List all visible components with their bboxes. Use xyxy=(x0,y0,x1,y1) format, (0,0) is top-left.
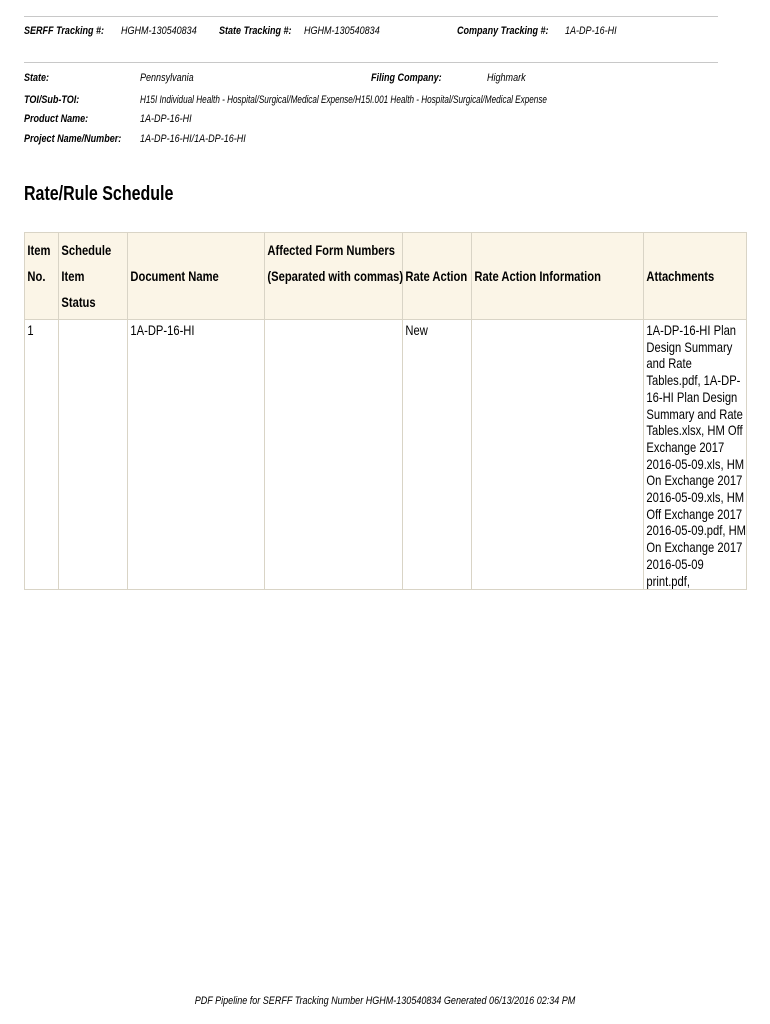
header-schedule-item-status: Schedule Item Status xyxy=(59,233,128,320)
project-name-label: Project Name/Number: xyxy=(24,133,122,145)
company-tracking-label: Company Tracking #: xyxy=(457,25,549,37)
rate-rule-schedule-table xyxy=(24,232,747,590)
top-divider xyxy=(24,16,718,17)
filing-company-label: Filing Company: xyxy=(371,72,442,84)
cell-item-no: 1 xyxy=(25,320,59,590)
table-row xyxy=(25,320,747,590)
company-tracking-value: 1A-DP-16-HI xyxy=(565,25,617,37)
product-name-value: 1A-DP-16-HI xyxy=(140,113,192,125)
project-name-value: 1A-DP-16-HI/1A-DP-16-HI xyxy=(140,133,246,145)
header-rate-action-information: Rate Action Information xyxy=(472,233,644,320)
state-value: Pennsylvania xyxy=(140,72,194,84)
header-item-no: Item No. xyxy=(25,233,59,320)
product-name-label: Product Name: xyxy=(24,113,89,125)
toi-value: H15I Individual Health - Hospital/Surgical/Medical Expense/H15I.001 Health - Hospital/Surgical/Medical Expense xyxy=(140,94,547,106)
page-footer: PDF Pipeline for SERFF Tracking Number HGHM-130540834 Generated 06/13/2016 02:34 PM xyxy=(194,995,576,1007)
header-document-name: Document Name xyxy=(128,233,265,320)
tracking-divider xyxy=(24,62,718,63)
state-tracking-value: HGHM-130540834 xyxy=(304,25,380,37)
cell-affected-forms xyxy=(265,320,403,590)
cell-rate-action-info xyxy=(472,320,644,590)
cell-rate-action: New xyxy=(403,320,472,590)
state-label: State: xyxy=(24,72,50,84)
serff-tracking-value: HGHM-130540834 xyxy=(121,25,197,37)
header-attachments: Attachments xyxy=(644,233,747,320)
header-affected-form-numbers: Affected Form Numbers (Separated with commas) xyxy=(265,233,403,320)
serff-tracking-label: SERFF Tracking #: xyxy=(24,25,105,37)
toi-label: TOI/Sub-TOI: xyxy=(24,94,80,106)
state-tracking-label: State Tracking #: xyxy=(219,25,292,37)
header-rate-action: Rate Action xyxy=(403,233,472,320)
cell-document-name: 1A-DP-16-HI xyxy=(128,320,265,590)
cell-attachments: 1A-DP-16-HI Plan Design Summary and Rate Tables.pdf, 1A-DP-16-HI Plan Design Summary and Rate Tables.xlsx, HM Off Exchange 2017 2016-05-09.xls, HM On Exchange 2017 2016-05-09.xls, HM Off Exchange 2017 2016-05-09.pdf, HM On Exchange 2017 2016-05-09 print.pdf, xyxy=(644,320,747,590)
table-header-row xyxy=(25,233,747,320)
section-title: Rate/Rule Schedule xyxy=(24,183,174,205)
filing-company-value: Highmark xyxy=(487,72,526,84)
cell-schedule-status xyxy=(59,320,128,590)
